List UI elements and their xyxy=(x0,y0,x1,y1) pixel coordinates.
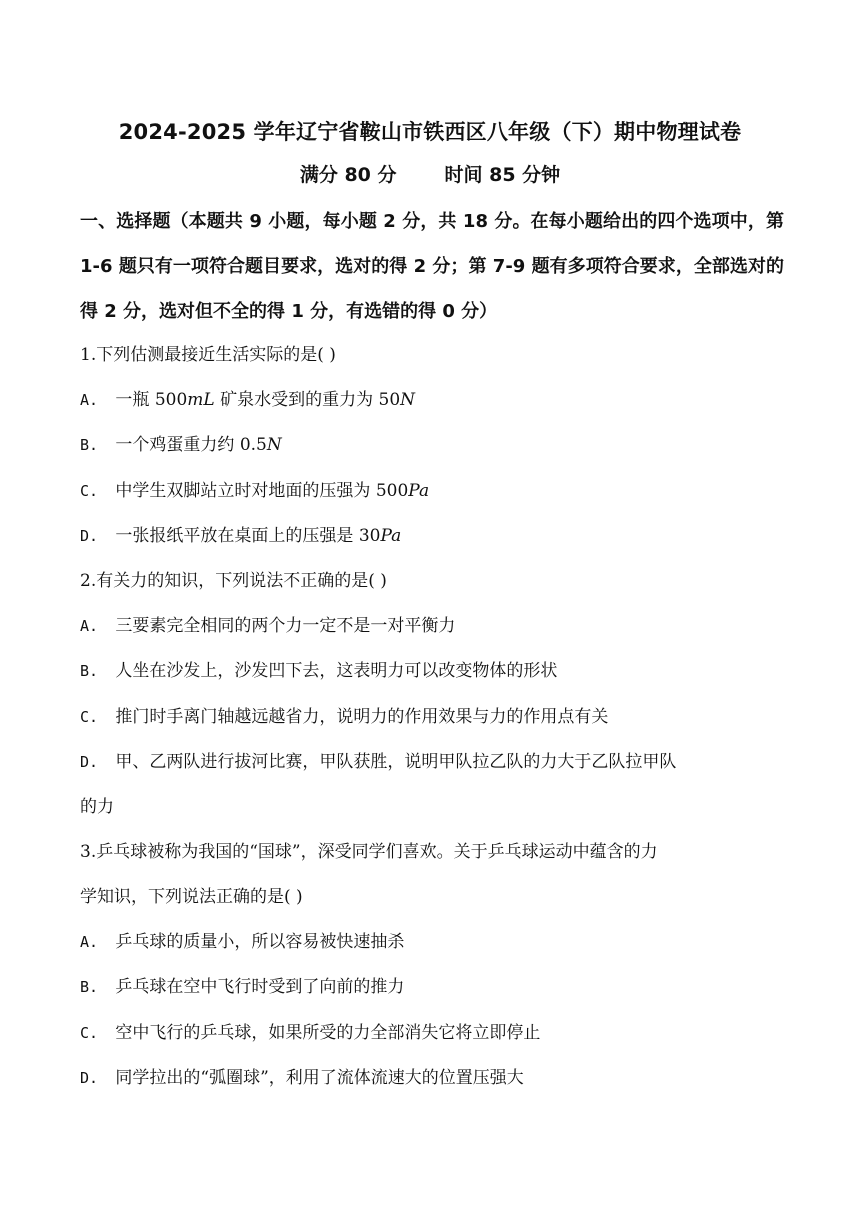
option-label: C. xyxy=(80,1024,99,1042)
option-label: A. xyxy=(80,391,99,409)
option-math: 50N xyxy=(378,390,416,410)
option-label: A. xyxy=(80,617,99,635)
question-1-option-a xyxy=(80,385,785,410)
question-2-option-c xyxy=(80,702,785,727)
full-score: 满分 80 分 xyxy=(299,164,397,186)
question-3-option-a xyxy=(80,927,785,952)
question-3-stem: 3.乒乓球被称为我国的“国球”，深受同学们喜欢。关于乒乓球运动中蕴含的力 xyxy=(80,842,658,862)
question-1-stem: 1.下列估测最接近生活实际的是( ) xyxy=(80,345,336,365)
section-heading: 一、选择题（本题共 9 小题，每小题 2 分，共 18 分。在每小题给出的四个选项中，第 1-6 题只有一项符合题目要求，选对的得 2 分；第 7-9 题有多项符合要求，全部选对的得 2 分，选对但不全的得 1 分，有选错的得 0 分） xyxy=(80,211,784,322)
option-label: C. xyxy=(80,482,99,500)
option-text: 一张报纸平放在桌面上的压强是 xyxy=(115,526,354,546)
option-text: 中学生双脚站立时对地面的压强为 xyxy=(115,481,371,501)
option-label: D. xyxy=(80,1069,99,1087)
option-text: 一个鸡蛋重力约 xyxy=(115,435,235,455)
question-1-option-d xyxy=(80,521,785,546)
option-label: B. xyxy=(80,978,99,996)
option-text: 三要素完全相同的两个力一定不是一对平衡力 xyxy=(115,616,456,636)
option-math: 30Pa xyxy=(358,526,402,546)
exam-subtitle xyxy=(0,160,860,187)
option-label: D. xyxy=(80,753,99,771)
question-3-option-b xyxy=(80,972,785,997)
option-math: 500Pa xyxy=(375,481,430,501)
option-text: 甲、乙两队进行拔河比赛，甲队获胜，说明甲队拉乙队的力大于乙队拉甲队 xyxy=(115,752,677,772)
option-text: 空中飞行的乒乓球，如果所受的力全部消失它将立即停止 xyxy=(115,1023,541,1043)
question-2-option-d-continued: 的力 xyxy=(80,797,114,817)
option-math: 500mL xyxy=(154,390,215,410)
option-label: C. xyxy=(80,708,99,726)
question-2-option-a xyxy=(80,611,785,636)
question-1-option-c xyxy=(80,476,785,501)
option-label: D. xyxy=(80,527,99,545)
option-text: 同学拉出的“弧圈球”，利用了流体流速大的位置压强大 xyxy=(115,1068,524,1088)
question-2-option-d xyxy=(80,747,785,772)
question-3-option-c xyxy=(80,1018,785,1043)
option-label: B. xyxy=(80,436,99,454)
option-text: 人坐在沙发上，沙发凹下去，这表明力可以改变物体的形状 xyxy=(115,661,558,681)
question-3-option-d xyxy=(80,1063,785,1088)
question-1-option-b xyxy=(80,430,785,455)
question-2-option-b xyxy=(80,656,785,681)
option-text: 一瓶 xyxy=(115,390,150,410)
option-label: B. xyxy=(80,662,99,680)
option-text: 矿泉水受到的重力为 xyxy=(220,390,374,410)
exam-title: 2024-2025 学年辽宁省鞍山市铁西区八年级（下）期中物理试卷 xyxy=(118,120,742,144)
exam-time: 时间 85 分钟 xyxy=(444,164,561,186)
option-text: 乒乓球在空中飞行时受到了向前的推力 xyxy=(115,977,405,997)
question-3-stem-continued: 学知识，下列说法正确的是( ) xyxy=(80,887,303,907)
option-text: 乒乓球的质量小，所以容易被快速抽杀 xyxy=(115,932,405,952)
option-text: 推门时手离门轴越远越省力，说明力的作用效果与力的作用点有关 xyxy=(115,707,609,727)
option-label: A. xyxy=(80,933,99,951)
question-2-stem: 2.有关力的知识，下列说法不正确的是( ) xyxy=(80,571,387,591)
option-math: 0.5N xyxy=(239,435,282,455)
